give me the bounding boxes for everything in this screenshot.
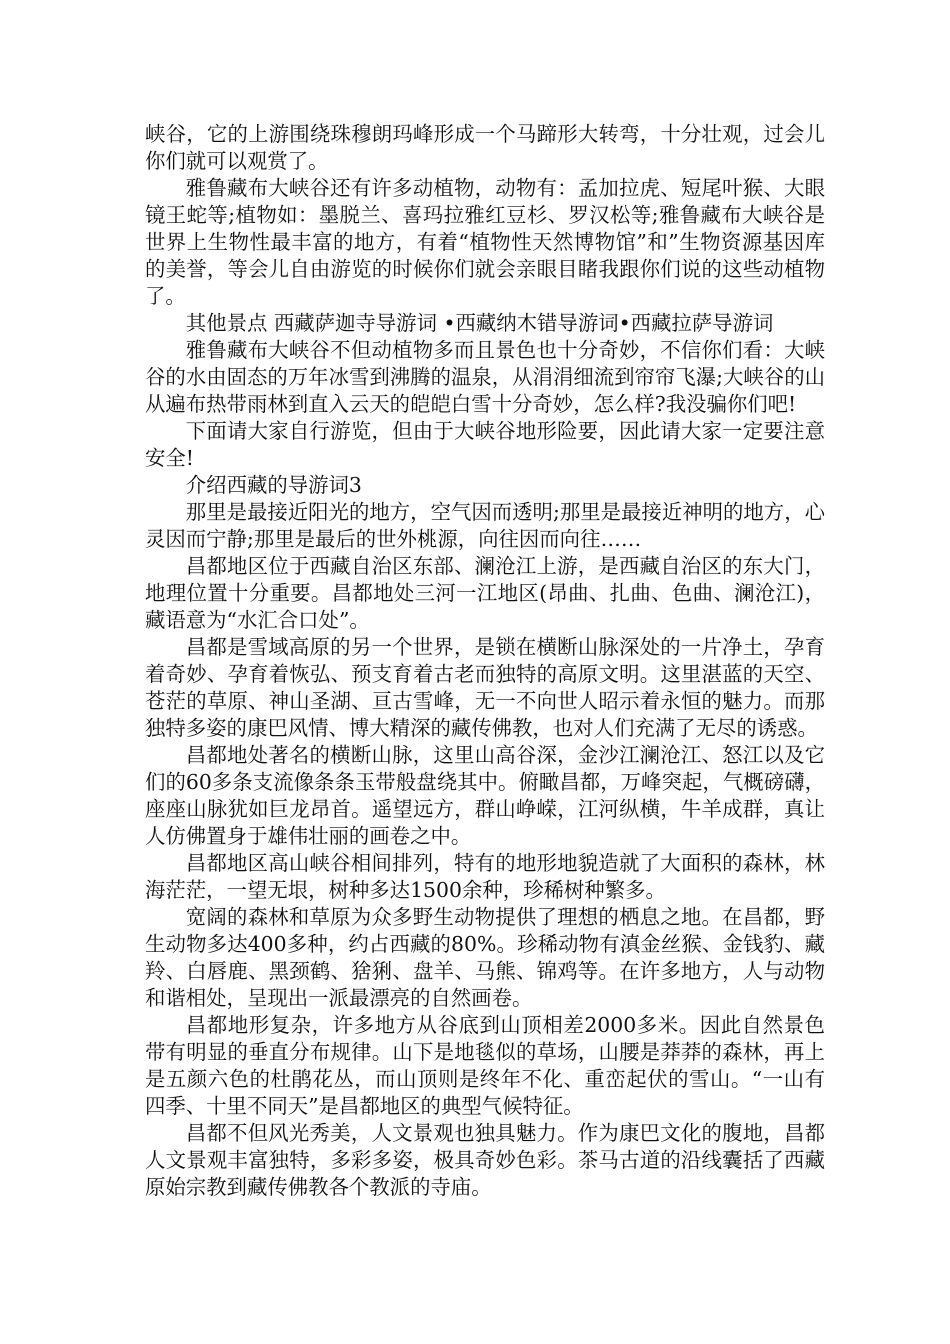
- section-heading: 介绍西藏的导游词3: [185, 473, 362, 497]
- paragraph: 昌都地区位于西藏自治区东部、澜沧江上游，是西藏自治区的东大门，地理位置十分重要。昌都地处三河一江地区(昂曲、扎曲、色曲、澜沧江)，藏语意为“水汇合口处”。: [145, 554, 825, 632]
- paragraph: 昌都不但风光秀美，人文景观也独具魅力。作为康巴文化的腹地，昌都人文景观丰富独特，多彩多姿，极具奇妙色彩。茶马古道的沿线囊括了西藏原始宗教到藏传佛教各个教派的寺庙。: [145, 1121, 825, 1199]
- paragraph: 昌都是雪域高原的另一个世界，是锁在横断山脉深处的一片净土，孕育着奇妙、孕育着恢弘、预支育着古老而独特的高原文明。这里湛蓝的天空、苍茫的草原、神山圣湖、亘古雪峰，无一不向世人昭示着永恒的魅力。而那独特多姿的康巴风情、博大精深的藏传佛教，也对人们充满了无尽的诱惑。: [145, 635, 825, 740]
- paragraph: 昌都地区高山峡谷相间排列，特有的地形地貌造就了大面积的森林，林海茫茫，一望无垠，树种多达1500余种，珍稀树种繁多。: [145, 851, 825, 902]
- paragraph: 雅鲁藏布大峡谷不但动植物多而且景色也十分奇妙，不信你们看：大峡谷的水由固态的万年冰雪到沸腾的温泉，从涓涓细流到帘帘飞瀑;大峡谷的山从遍布热带雨林到直入云天的皑皑白雪十分奇妙，怎么样?我没骗你们吧!: [145, 338, 825, 416]
- paragraph: 雅鲁藏布大峡谷还有许多动植物，动物有：孟加拉虎、短尾叶猴、大眼镜王蛇等;植物如：墨脱兰、喜玛拉雅红豆杉、罗汉松等;雅鲁藏布大峡谷是世界上生物性最丰富的地方，有着“植物性天然博物馆”和”生物资源基因库的美誉，等会儿自由游览的时候你们就会亲眼目睹我跟你们说的这些动植物了。: [145, 176, 825, 308]
- document-body: [145, 121, 825, 1201]
- paragraph: 昌都地形复杂，许多地方从谷底到山顶相差2000多米。因此自然景色带有明显的垂直分布规律。山下是地毯似的草场，山腰是莽莽的森林，再上是五颜六色的杜鹃花丛，而山顶则是终年不化、重峦起伏的雪山。“一山有四季、十里不同天”是昌都地区的典型气候特征。: [145, 1013, 825, 1118]
- paragraph: 下面请大家自行游览，但由于大峡谷地形险要，因此请大家一定要注意安全!: [145, 419, 825, 470]
- paragraph: 昌都地处著名的横断山脉，这里山高谷深，金沙江澜沧江、怒江以及它们的60多条支流像条条玉带般盘绕其中。俯瞰昌都，万峰突起，气概磅礴，座座山脉犹如巨龙昂首。遥望远方，群山峥嵘，江河纵横，牛羊成群，真让人仿佛置身于雄伟壮丽的画卷之中。: [145, 743, 825, 848]
- paragraph: 宽阔的森林和草原为众多野生动物提供了理想的栖息之地。在昌都，野生动物多达400多种，约占西藏的80%。珍稀动物有滇金丝猴、金钱豹、藏羚、白唇鹿、黑颈鹤、猞猁、盘羊、马熊、锦鸡等。在许多地方，人与动物和谐相处，呈现出一派最漂亮的自然画卷。: [145, 905, 825, 1010]
- paragraph: 那里是最接近阳光的地方，空气因而透明;那里是最接近神明的地方，心灵因而宁静;那里是最后的世外桃源，向往因而向往……: [145, 500, 825, 551]
- paragraph: 其他景点 西藏萨迦寺导游词 •西藏纳木错导游词•西藏拉萨导游词: [185, 311, 774, 335]
- paragraph: 峡谷，它的上游围绕珠穆朗玛峰形成一个马蹄形大转弯，十分壮观，过会儿你们就可以观赏了。: [145, 122, 825, 173]
